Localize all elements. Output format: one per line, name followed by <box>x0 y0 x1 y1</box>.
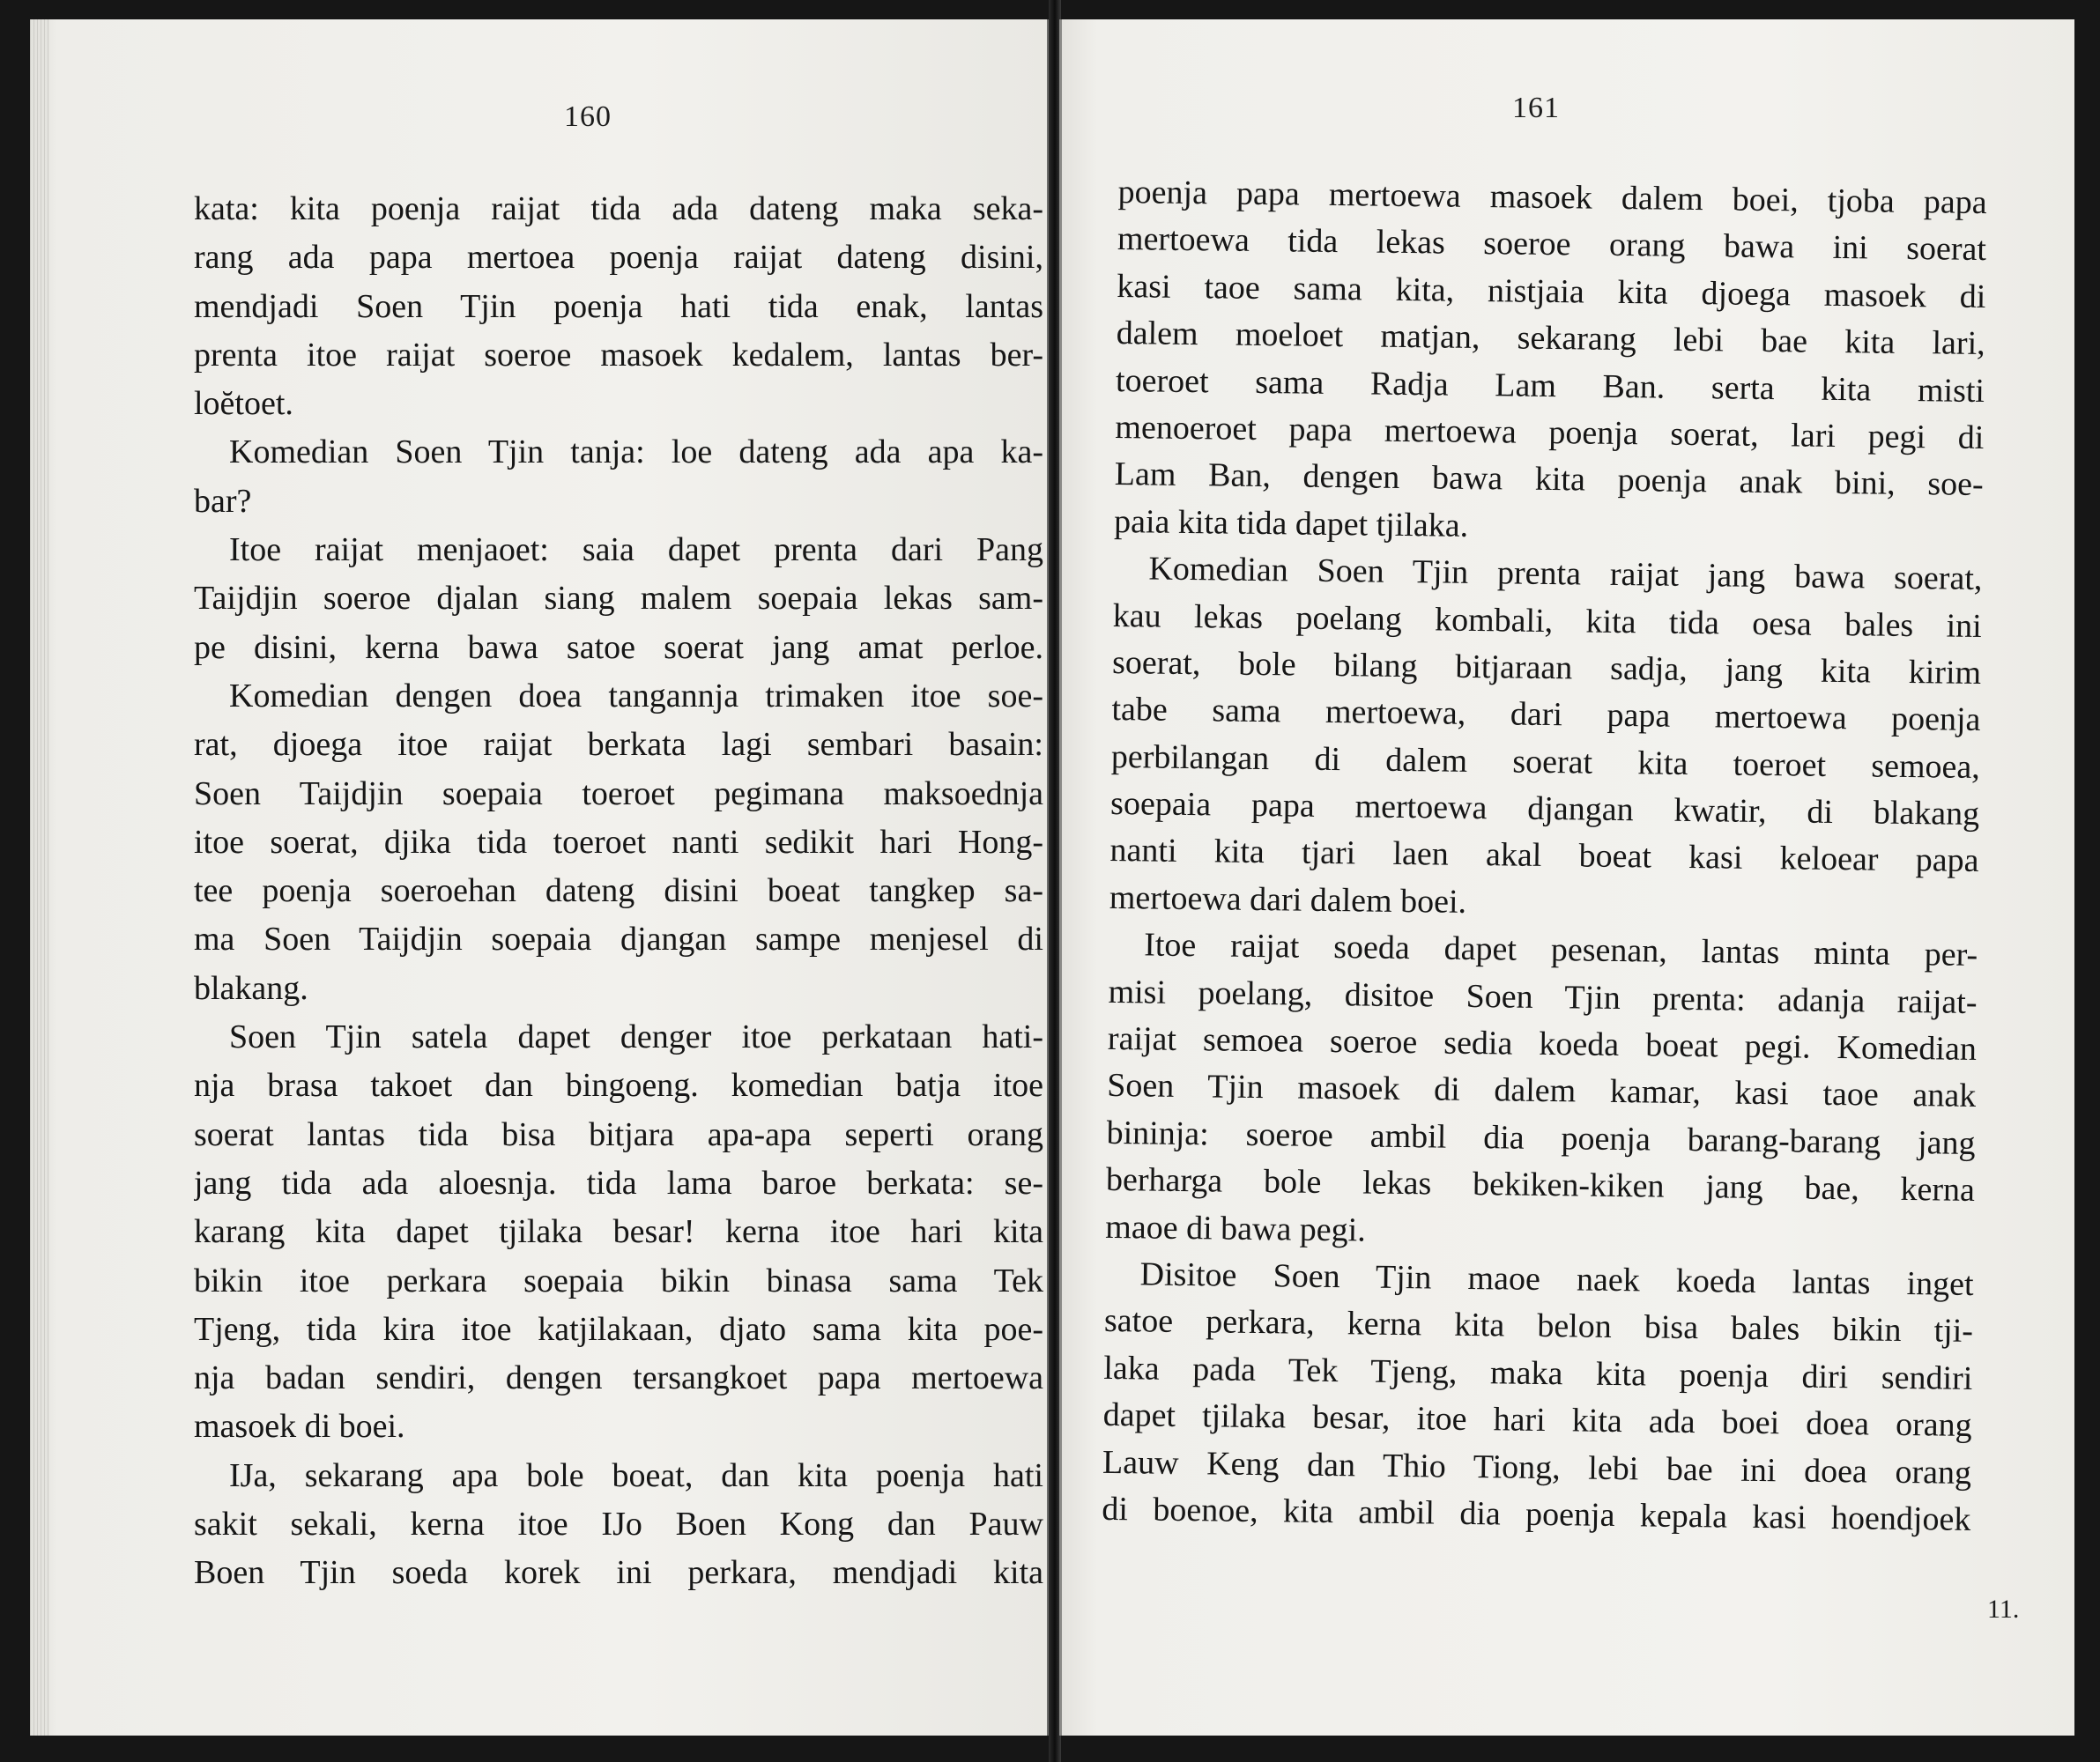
text-line: Disitoe Soen Tjin maoe naek koeda lantas inget <box>1139 1255 1974 1303</box>
text-line: tabe sama mertoewa, dari papa mertoewa poenja <box>1111 691 1981 739</box>
text-line: jang tida ada aloesnja. tida lama baroe berkata: se- <box>194 1164 1043 1202</box>
text-line: soepaia papa mertoewa djangan kwatir, di blakang <box>1109 785 1980 833</box>
text-line: bininja: soeroe ambil dia poenja barang-barang jang <box>1106 1114 1976 1162</box>
text-line: Soen Tjin satela dapet denger itoe perkataan hati- <box>229 1018 1043 1056</box>
text-line: Taijdjin soeroe djalan siang malem soepaia lekas sam- <box>194 580 1043 618</box>
text-line: toeroet sama Radja Lam Ban. serta kita misti <box>1115 361 1985 410</box>
text-line: dapet tjilaka besar, itoe hari kita ada boei doea orang <box>1102 1396 1972 1445</box>
text-line: tee poenja soeroehan dateng disini boeat tangkep sa- <box>194 872 1043 910</box>
text-line: Komedian Soen Tjin tanja: loe dateng ada apa ka- <box>229 433 1043 471</box>
text-line: Komedian dengen doea tangannja trimaken itoe soe- <box>229 677 1043 714</box>
page-number-left: 160 <box>564 100 612 133</box>
text-line: ma Soen Taijdjin soepaia djangan sampe menjesel di <box>194 921 1043 959</box>
text-line: sakit sekali, kerna itoe IJo Boen Kong dan Pauw <box>194 1506 1043 1544</box>
text-line: nanti kita tjari laen akal boeat kasi keloear papa <box>1109 832 1979 880</box>
text-line: loĕtoet. <box>194 385 293 423</box>
text-line: nja brasa takoet dan bingoeng. komedian batja itoe <box>194 1067 1043 1105</box>
text-line: misi poelang, disitoe Soen Tjin prenta: adanja raijat- <box>1108 973 1978 1021</box>
text-line: itoe soerat, djika tida toeroet nanti sedikit hari Hong- <box>194 823 1043 861</box>
left-page-text <box>194 185 1043 1598</box>
text-line: paia kita tida dapet tjilaka. <box>1113 502 1469 544</box>
right-page-text <box>1102 169 1987 1544</box>
right-page <box>1059 19 2074 1736</box>
text-line: Soen Tjin masoek di dalem kamar, kasi taoe anak <box>1107 1067 1977 1115</box>
text-line: kasi taoe sama kita, nistjaia kita djoega masoek di <box>1117 267 1986 315</box>
text-line: Lam Ban, dengen bawa kita poenja anak bini, soe- <box>1114 455 1984 504</box>
text-line: blakang. <box>194 969 308 1007</box>
text-line: karang kita dapet tjilaka besar! kerna itoe hari kita <box>194 1213 1043 1251</box>
text-line: kau lekas poelang kombali, kita tida oesa bales ini <box>1112 596 1982 645</box>
text-line: soerat, bole bilang bitjaraan sadja, jang kita kirim <box>1111 643 1982 692</box>
text-line: Komedian Soen Tjin prenta raijat jang bawa soerat, <box>1148 550 1983 598</box>
text-line: Soen Taijdjin soepaia toeroet pegimana maksoednja <box>194 774 1043 812</box>
text-line: Boen Tjin soeda korek ini perkara, mendjadi kita <box>194 1554 1043 1592</box>
text-line: Lauw Keng dan Thio Tiong, lebi bae ini doea orang <box>1102 1443 1972 1492</box>
text-line: Itoe raijat menjaoet: saia dapet prenta dari Pang <box>229 531 1043 569</box>
text-line: dalem moeloet matjan, sekarang lebi bae kita lari, <box>1116 315 1985 363</box>
text-line: rat, djoega itoe raijat berkata lagi sembari basain: <box>194 726 1043 764</box>
text-line: bikin itoe perkara soepaia bikin binasa sama Tek <box>194 1262 1043 1299</box>
text-line: soerat lantas tida bisa bitjara apa-apa seperti orang <box>194 1115 1043 1153</box>
text-line: berharga bole lekas bekiken-kiken jang bae, kerna <box>1105 1161 1976 1210</box>
text-line: raijat semoea soeroe sedia koeda boeat pegi. Komedian <box>1107 1019 1978 1069</box>
text-line: mertoewa tida lekas soeroe orang bawa ini soerat <box>1117 220 1987 269</box>
text-line: rang ada papa mertoea poenja raijat dateng disini, <box>194 239 1043 277</box>
text-line: bar? <box>194 482 252 520</box>
text-line: poenja papa mertoewa masoek dalem boei, tjoba papa <box>1117 173 1987 222</box>
text-line: mendjadi Soen Tjin poenja hati tida enak, lantas <box>194 287 1043 325</box>
text-line: di boenoe, kita ambil dia poenja kepala kasi hoendjoek <box>1102 1490 1971 1538</box>
text-line: IJa, sekarang apa bole boeat, dan kita poenja hati <box>229 1456 1043 1494</box>
text-line: laka pada Tek Tjeng, maka kita poenja diri sendiri <box>1103 1349 1973 1397</box>
text-line: satoe perkara, kerna kita belon bisa bales bikin tji- <box>1103 1302 1974 1351</box>
text-line: kata: kita poenja raijat tida ada dateng maka seka- <box>194 190 1043 227</box>
text-line: prenta itoe raijat soeroe masoek kedalem, lantas ber- <box>194 336 1043 374</box>
text-line: menoeroet papa mertoewa poenja soerat, lari pegi di <box>1115 408 1985 456</box>
text-line: mertoewa dari dalem boei. <box>1109 878 1467 921</box>
left-page <box>30 19 1050 1736</box>
text-line: Itoe raijat soeda dapet pesenan, lantas minta per- <box>1143 926 1978 974</box>
page-number-right: 161 <box>1512 92 1560 124</box>
text-line: nja badan sendiri, dengen tersangkoet papa mertoewa <box>194 1359 1043 1397</box>
text-line: pe disini, kerna bawa satoe soerat jang amat perloe. <box>194 628 1043 666</box>
text-line: maoe di bawa pegi. <box>1105 1208 1367 1249</box>
signature-mark: 11. <box>1987 1595 2020 1624</box>
text-line: masoek di boei. <box>194 1408 405 1446</box>
text-line: Tjeng, tida kira itoe katjilakaan, djato sama kita poe- <box>194 1310 1043 1348</box>
text-line: perbilangan di dalem soerat kita toeroet semoea, <box>1110 737 1981 786</box>
